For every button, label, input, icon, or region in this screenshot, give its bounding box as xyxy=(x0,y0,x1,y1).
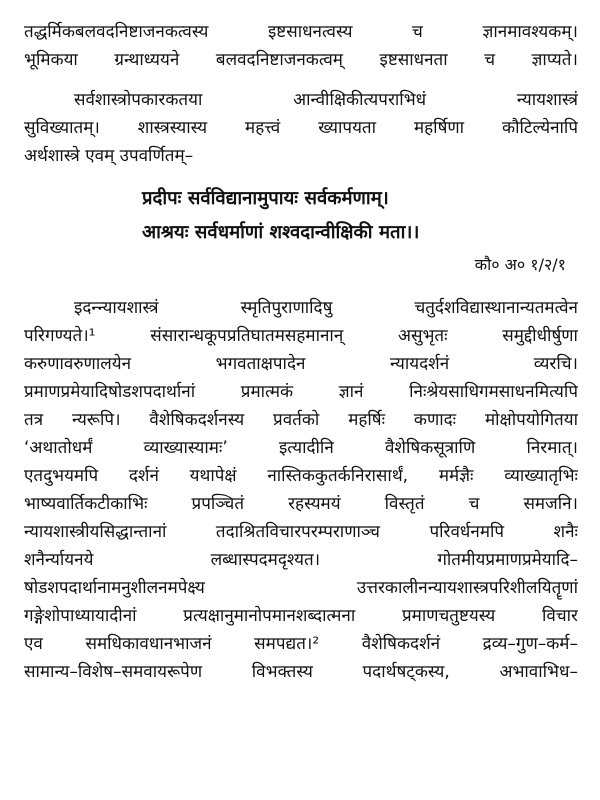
word: च xyxy=(412,22,423,42)
word: शनैः xyxy=(553,522,578,542)
word: न्यायदर्शनं xyxy=(389,354,450,374)
word: व्याख्यातृभिः xyxy=(504,466,578,486)
word: महर्षिः xyxy=(348,410,386,430)
word: षोडशपदार्थानामनुशीलनमपेक्ष्य xyxy=(24,578,205,598)
text-line xyxy=(24,546,578,574)
word: परिवर्धनमपि xyxy=(429,522,505,542)
text-line xyxy=(24,406,578,434)
word: वैशेषिकदर्शनस्य xyxy=(149,410,245,430)
word: कणादः xyxy=(413,410,457,430)
word: गोतमीयप्रमाणप्रमेयादि– xyxy=(437,550,578,570)
word: भाष्यवार्तिकटीकाभिः xyxy=(24,494,148,514)
word: द्रव्य–गुण–कर्म– xyxy=(482,634,578,654)
word: विचार xyxy=(541,606,578,626)
word: वैशेषिकदर्शनं xyxy=(361,634,441,654)
text-line xyxy=(24,114,578,142)
text-line xyxy=(24,378,578,406)
word: ज्ञानं xyxy=(338,382,364,402)
word: शनैर्न्यायनये xyxy=(24,550,94,570)
word: एतदुभयमपि xyxy=(24,466,99,486)
word: स्मृतिपुराणादिषु xyxy=(240,298,333,318)
text-line xyxy=(24,602,578,630)
word: यथापेक्षं xyxy=(189,466,237,486)
word: इदन्न्यायशास्त्रं xyxy=(74,298,159,318)
text-line xyxy=(24,630,578,658)
word: तत्र xyxy=(24,410,44,430)
paragraph-3 xyxy=(24,294,578,686)
word: ‘अथातोधर्मं xyxy=(24,438,93,458)
text-line xyxy=(24,574,578,602)
text-line xyxy=(24,350,578,378)
text-line xyxy=(24,18,578,46)
word: सुविख्यातम्। xyxy=(24,118,100,138)
word: ख्यापयता xyxy=(318,118,377,138)
word: निरमात्। xyxy=(526,438,578,458)
verse-reference: कौ० अ० १/२/१ xyxy=(474,255,566,274)
word: समुद्दीधीर्षुणा xyxy=(502,326,578,346)
kautilya-verse xyxy=(24,182,578,250)
word: सर्वशास्त्रोपकारकतया xyxy=(74,90,203,110)
word: समजनि। xyxy=(523,494,578,514)
verse-line: प्रदीपः सर्वविद्यानामुपायः सर्वकर्मणाम्। xyxy=(142,188,389,209)
word: शास्त्रस्यास्य xyxy=(137,118,208,138)
word: समधिकावधानभाजनं xyxy=(85,634,212,654)
word: एव xyxy=(24,634,43,654)
word: गङ्गेशोपाध्यायादीनां xyxy=(24,606,137,626)
word: सामान्य–विशेष–समवायरूपेण xyxy=(24,662,203,682)
word: ज्ञानमावश्यकम्। xyxy=(482,22,578,42)
word: निःश्रेयसाधिगमसाधनमित्यपि xyxy=(409,382,578,402)
word: समपद्यत।² xyxy=(254,634,320,654)
paragraph-1 xyxy=(24,18,578,74)
word: च xyxy=(468,494,480,514)
word: रहस्यमयं xyxy=(288,494,341,514)
word: मर्मज्ञैः xyxy=(438,466,474,486)
word: लब्धास्पदमदृश्यत। xyxy=(210,550,321,570)
word: चतुर्दशविद्यास्थानान्यतमत्वेन xyxy=(414,298,578,318)
word: इष्टसाधनत्वस्य xyxy=(267,22,353,42)
word: इत्यादीनि xyxy=(278,438,334,458)
word: महत्त्वं xyxy=(245,118,281,138)
word: नास्तिककुतर्कनिरासार्थं, xyxy=(267,466,409,486)
word: व्यरचि। xyxy=(533,354,578,374)
word: प्रमाणप्रमेयादिषोडशपदार्थानां xyxy=(24,382,196,402)
word: अभावाभिध– xyxy=(499,662,578,682)
word: इष्टसाधनता xyxy=(379,50,448,70)
word: न्यायशास्त्रं xyxy=(516,90,578,110)
text-line xyxy=(24,658,578,686)
text-line xyxy=(24,86,578,114)
word: ज्ञाप्यते। xyxy=(531,50,578,70)
word: प्रमाणचतुष्टयस्य xyxy=(401,606,496,626)
word: दर्शनं xyxy=(128,466,159,486)
word: न्यायशास्त्रीयसिद्धान्तानां xyxy=(24,522,167,542)
word: पदार्थषट्कस्य, xyxy=(362,662,450,682)
word: विस्तृतं xyxy=(384,494,425,514)
word: प्रपञ्चितं xyxy=(191,494,245,514)
word: मोक्षोपयोगितया xyxy=(484,410,578,430)
word: भूमिकया xyxy=(24,50,78,70)
word: प्रत्यक्षानुमानोपमानशब्दात्मना xyxy=(183,606,356,626)
word: भगवताक्षपादेन xyxy=(215,354,306,374)
word: व्याख्यास्यामः’ xyxy=(143,438,228,458)
word: बलवदनिष्टाजनकत्वम् xyxy=(215,50,343,70)
word: असुभृतः xyxy=(398,326,448,346)
text-line xyxy=(24,294,578,322)
word: च xyxy=(484,50,495,70)
word: वैशेषिकसूत्राणि xyxy=(384,438,476,458)
word: करुणावरुणालयेन xyxy=(24,354,132,374)
word: उत्तरकालीनन्यायशास्त्रपरिशीलयितॄणां xyxy=(356,578,578,598)
verse-line: आश्रयः सर्वधर्माणां शश्वदान्वीक्षिकी मता।। xyxy=(142,222,420,243)
text-line: अर्थशास्त्रे एवम् उपवर्णितम्– xyxy=(24,146,194,166)
word: परिगण्यते।¹ xyxy=(24,326,96,346)
word: तदाश्रितविचारपरम्पराणाञ्च xyxy=(215,522,380,542)
text-line xyxy=(24,490,578,518)
word: प्रवर्तको xyxy=(273,410,320,430)
text-line xyxy=(24,518,578,546)
word: आन्वीक्षिकीत्यपराभिधं xyxy=(293,90,427,110)
word: प्रमात्मकं xyxy=(240,382,294,402)
word: कौटिल्येनापि xyxy=(502,118,578,138)
text-line xyxy=(24,434,578,462)
word: विभक्तस्य xyxy=(251,662,313,682)
text-line xyxy=(24,322,578,350)
word: तद्धर्मिकबलवदनिष्टाजनकत्वस्य xyxy=(24,22,209,42)
word: संसारान्धकूपप्रतिघातमसहमानान् xyxy=(150,326,344,346)
text-line xyxy=(24,462,578,490)
word: ग्रन्थाध्ययने xyxy=(114,50,180,70)
word: न्यरूपि। xyxy=(71,410,121,430)
word: महर्षिणा xyxy=(413,118,465,138)
paragraph-2 xyxy=(24,86,578,170)
text-line xyxy=(24,46,578,74)
